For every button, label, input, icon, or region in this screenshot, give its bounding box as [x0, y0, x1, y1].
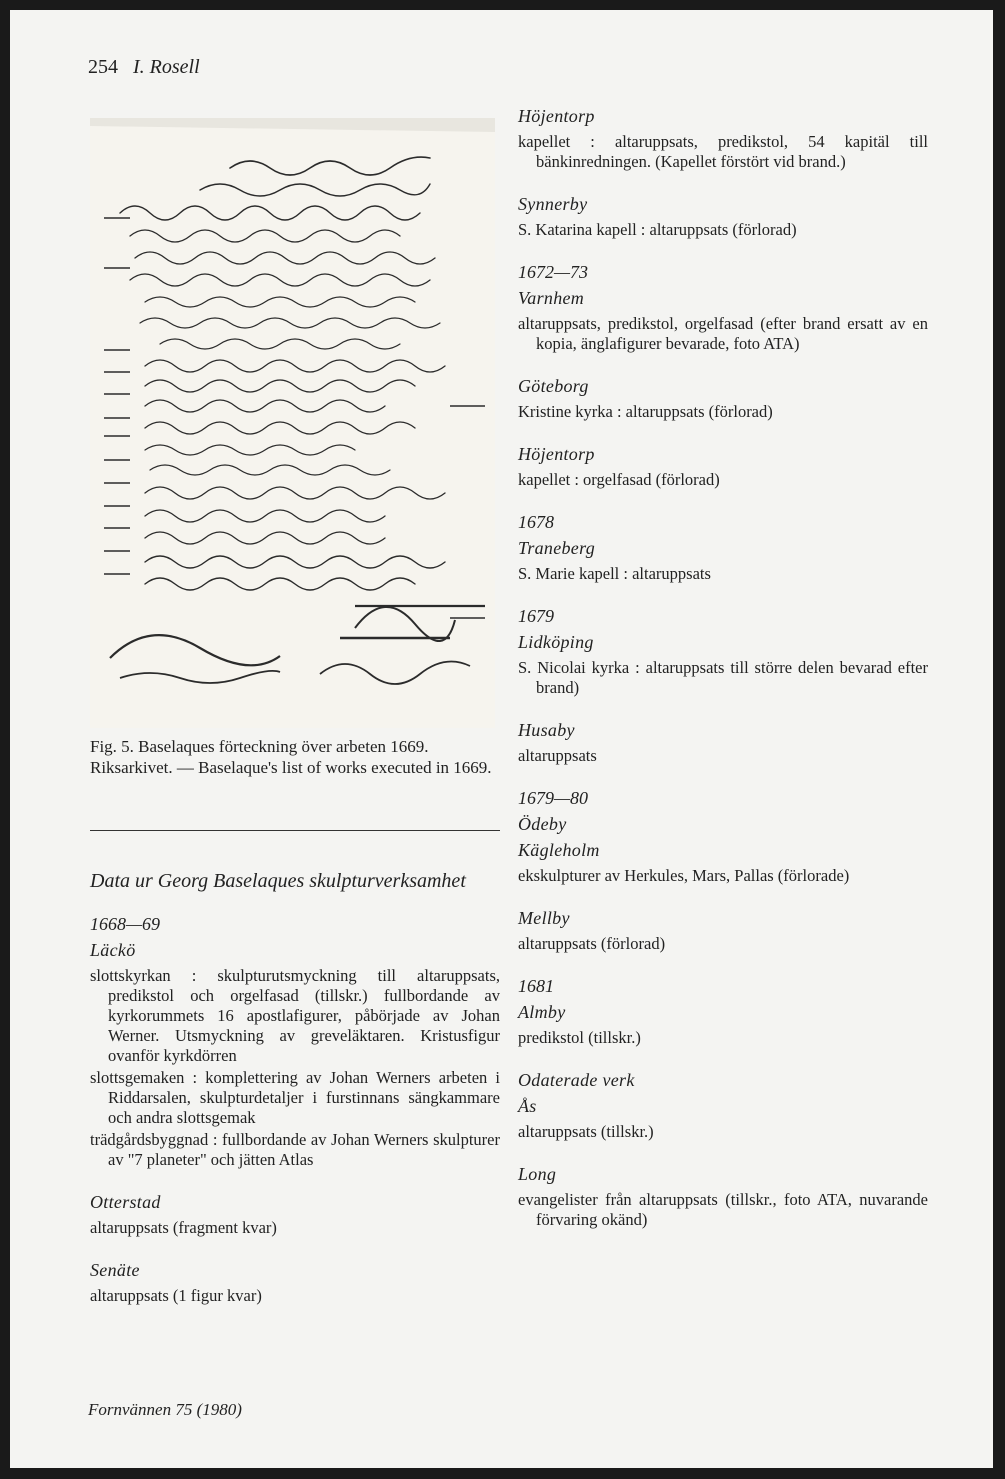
manuscript-photo — [90, 118, 495, 728]
place-heading: Otterstad — [90, 1192, 161, 1212]
right-column — [518, 106, 928, 1252]
place-heading: Varnhem — [518, 288, 585, 308]
work-entry: Kristine kyrka : altaruppsats (förlorad) — [518, 402, 773, 421]
work-entry: altaruppsats (fragment kvar) — [90, 1218, 277, 1237]
work-entry: altaruppsats, predikstol, orgelfasad (efter brand ersatt av en kopia, änglafigurer bevarade, foto ATA) — [518, 314, 928, 353]
place-heading: Ödeby — [518, 814, 567, 834]
work-entry: slottskyrkan : skulpturutsmyckning till altaruppsats, predikstol och orgelfasad (tillskr.) fullbordande av kyrkorummets 16 apostlafigurer, påbörjade av Johan Werner. Utsmyckning av greveläktaren. Kristusfigur ovanför kyrkdörren — [90, 966, 500, 1065]
place-heading: Odaterade verk — [518, 1070, 635, 1090]
work-entry: trädgårdsbyggnad : fullbordande av Johan Werners skulpturer av "7 planeter" och jätten Atlas — [90, 1130, 500, 1169]
work-entry: altaruppsats (tillskr.) — [518, 1122, 654, 1141]
work-entry: S. Marie kapell : altaruppsats — [518, 564, 711, 583]
place-heading: Kägleholm — [518, 840, 600, 860]
section-title: Data ur Georg Baselaques skulpturverksamhet — [90, 870, 466, 892]
place-heading: Senäte — [90, 1260, 140, 1280]
work-entry: predikstol (tillskr.) — [518, 1028, 641, 1047]
work-entry: altaruppsats (förlorad) — [518, 934, 666, 953]
figure-caption: Fig. 5. Baselaques förteckning över arbeten 1669. Riksarkivet. — Baselaque's list of works executed in 1669. — [90, 737, 492, 777]
place-heading: Traneberg — [518, 538, 596, 558]
left-column — [90, 868, 500, 1328]
place-heading: Läckö — [90, 940, 136, 960]
author-name: I. Rosell — [133, 56, 200, 78]
year-heading: 1668—69 — [90, 914, 161, 934]
section-divider — [90, 830, 500, 831]
document-page — [10, 10, 993, 1468]
work-entry: S. Katarina kapell : altaruppsats (förlorad) — [518, 220, 797, 239]
place-heading: Almby — [518, 1002, 566, 1022]
place-heading: Höjentorp — [518, 106, 595, 126]
place-heading: Mellby — [518, 908, 570, 928]
running-header — [88, 56, 200, 79]
place-heading: Long — [518, 1164, 557, 1184]
work-entry: kapellet : orgelfasad (förlorad) — [518, 470, 720, 489]
year-heading: 1672—73 — [518, 262, 589, 282]
place-heading: Ås — [518, 1096, 537, 1116]
place-heading: Göteborg — [518, 376, 589, 396]
place-heading: Höjentorp — [518, 444, 595, 464]
place-heading: Lidköping — [518, 632, 594, 652]
work-entry: evangelister från altaruppsats (tillskr., foto ATA, nuvarande förvaring okänd) — [518, 1190, 928, 1229]
work-entry: ekskulpturer av Herkules, Mars, Pallas (förlorade) — [518, 866, 850, 885]
year-heading: 1679—80 — [518, 788, 589, 808]
year-heading: 1681 — [518, 976, 554, 996]
work-entry: S. Nicolai kyrka : altaruppsats till större delen bevarad efter brand) — [518, 658, 928, 697]
work-entry: slottsgemaken : komplettering av Johan Werners arbeten i Riddarsalen, skulpturdetaljer i furstinnans sängkammare och andra slottsgemak — [90, 1068, 500, 1127]
work-entry: kapellet : altaruppsats, predikstol, 54 kapitäl till bänkinredningen. (Kapellet förstört vid brand.) — [518, 132, 928, 171]
page-number: 254 — [88, 56, 118, 78]
year-heading: 1679 — [518, 606, 554, 626]
year-heading: 1678 — [518, 512, 554, 532]
work-entry: altaruppsats (1 figur kvar) — [90, 1286, 262, 1305]
place-heading: Synnerby — [518, 194, 588, 214]
handwritten-list-drawing — [90, 118, 495, 728]
work-entry: altaruppsats — [518, 746, 597, 765]
place-heading: Husaby — [518, 720, 575, 740]
journal-footer: Fornvännen 75 (1980) — [88, 1400, 242, 1419]
